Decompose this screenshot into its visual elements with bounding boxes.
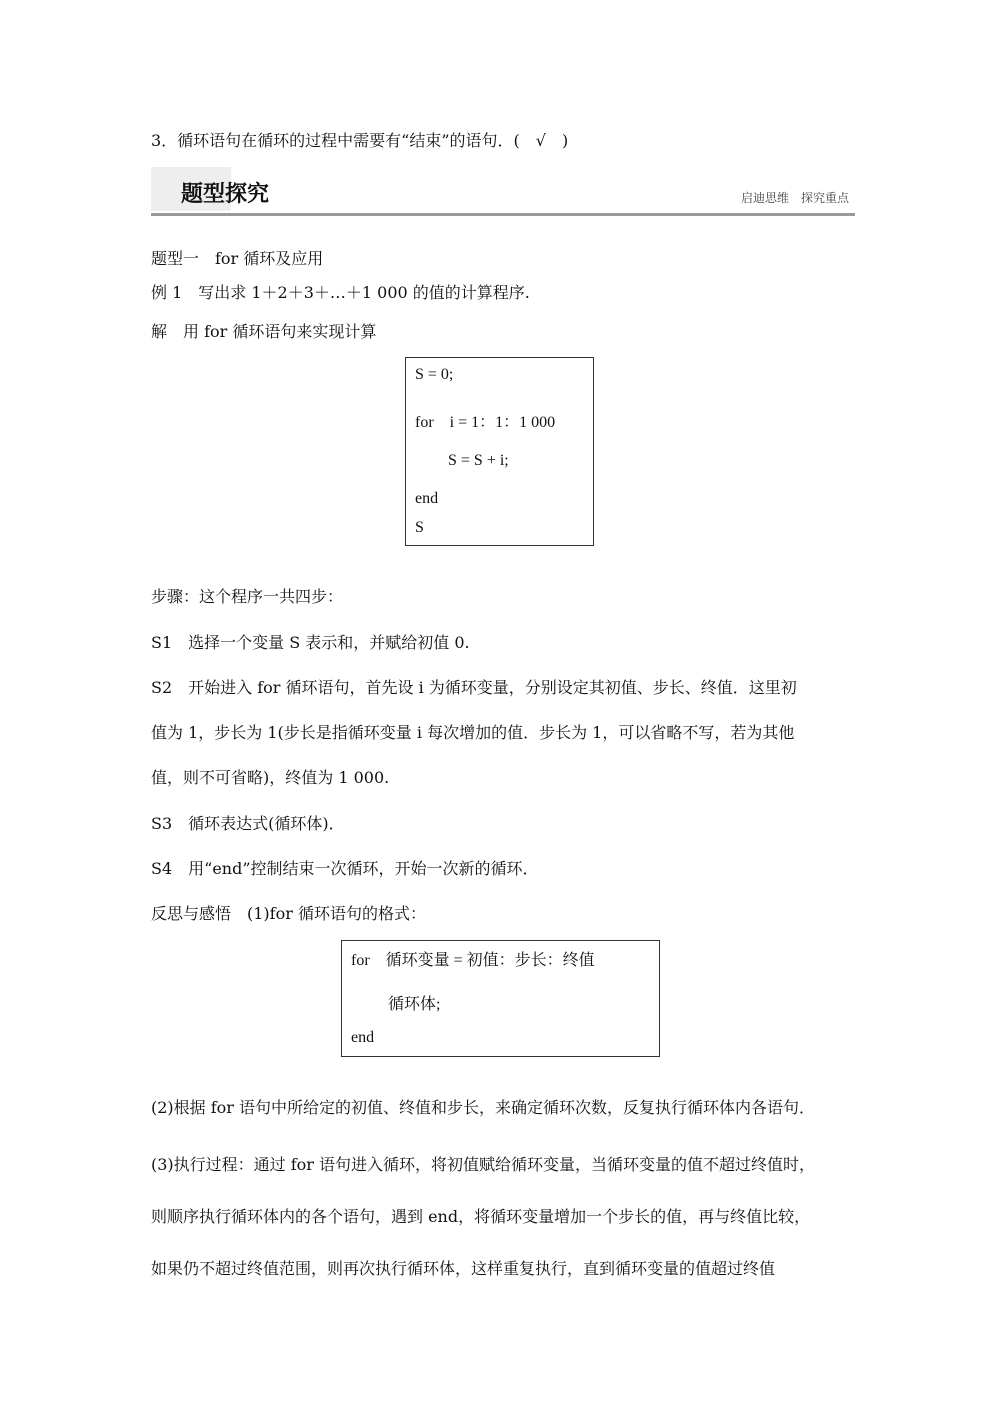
code-box-1 <box>405 357 594 546</box>
code-line: for i = 1：1：1 000 <box>415 414 556 431</box>
type-heading: 题型一 for 循环及应用 <box>151 249 324 268</box>
code-box-2 <box>341 940 660 1057</box>
steps-title: 步骤：这个程序一共四步： <box>151 587 344 606</box>
step-line: 值，则不可省略)，终值为 1 000. <box>151 768 390 787</box>
solution: 解 用 for 循环语句来实现计算 <box>151 322 377 341</box>
example-1: 例 1 写出求 1＋2＋3＋…＋1 000 的值的计算程序. <box>151 283 530 302</box>
step-line: S2 开始进入 for 循环语句，首先设 i 为循环变量，分别设定其初值、步长、终值．这里初 <box>151 678 797 697</box>
step-line: 值为 1，步长为 1(步长是指循环变量 i 每次增加的值．步长为 1，可以省略不写，若为其他 <box>151 723 795 742</box>
paragraph: (2)根据 for 语句中所给定的初值、终值和步长，来确定循环次数，反复执行循环体内各语句． <box>151 1098 816 1117</box>
reflection: 反思与感悟 (1)for 循环语句的格式： <box>151 904 426 923</box>
code-line: S = S + i; <box>448 452 509 469</box>
code-line: end <box>351 1029 375 1046</box>
paragraph: 则顺序执行循环体内的各个语句，遇到 end，将循环变量增加一个步长的值，再与终值比较， <box>151 1207 811 1226</box>
step-line: S1 选择一个变量 S 表示和，并赋给初值 0. <box>151 633 470 652</box>
code-line: for 循环变量 = 初值：步长：终值 <box>351 952 595 969</box>
code-line: S = 0; <box>415 366 454 383</box>
code-line: end <box>415 490 439 507</box>
code-line: S <box>415 519 424 536</box>
section-subtitle: 启迪思维 探究重点 <box>740 191 849 205</box>
step-line: S3 循环表达式(循环体)． <box>151 814 345 833</box>
code-line: 循环体; <box>388 996 441 1013</box>
paragraph: 如果仍不超过终值范围，则再次执行循环体，这样重复执行，直到循环变量的值超过终值 <box>151 1259 776 1278</box>
question-3: 3．循环语句在循环的过程中需要有“结束”的语句．( √ ) <box>151 131 569 150</box>
paragraph: (3)执行过程：通过 for 语句进入循环，将初值赋给循环变量，当循环变量的值不超过终值时， <box>151 1155 816 1174</box>
section-header <box>151 167 855 216</box>
step-line: S4 用“end”控制结束一次循环，开始一次新的循环． <box>151 859 539 878</box>
section-title: 题型探究 <box>181 182 270 207</box>
